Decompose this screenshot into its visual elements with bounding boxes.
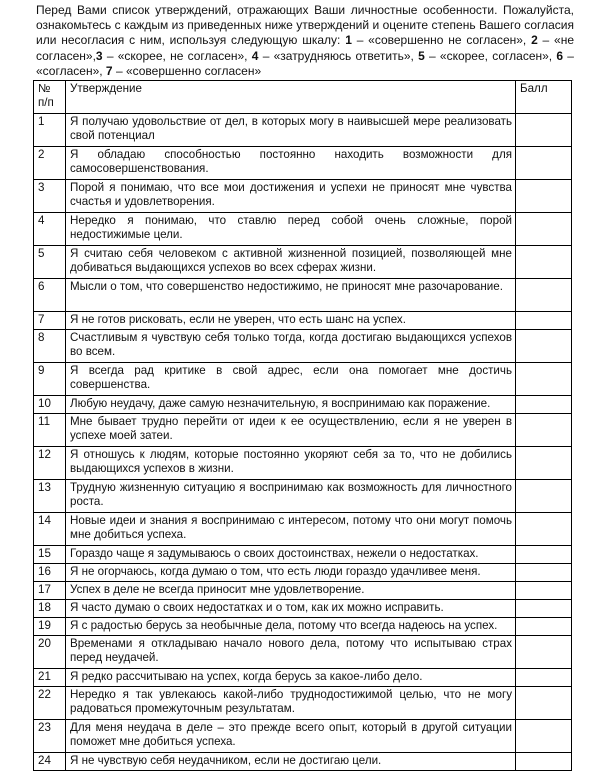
statement-text: Трудную жизненную ситуацию я воспринимаю как возможность для личностного роста. [66, 480, 516, 513]
scale-value: 1 [345, 33, 352, 48]
row-number: 20 [34, 636, 66, 669]
score-cell[interactable] [516, 363, 572, 396]
statement-text: Я не готов рисковать, если не уверен, что есть шанс на успех. [66, 312, 516, 330]
table-row [34, 720, 572, 753]
score-cell[interactable] [516, 114, 572, 147]
row-number: 14 [34, 513, 66, 546]
table-row [34, 753, 572, 771]
score-cell[interactable] [516, 618, 572, 636]
statement-text: Я отношусь к людям, которые постоянно укоряют себя за то, что не добились выдающихся успехов в жизни. [66, 447, 516, 480]
score-cell[interactable] [516, 636, 572, 669]
score-cell[interactable] [516, 513, 572, 546]
row-number: 2 [34, 147, 66, 180]
table-header-row [34, 81, 572, 114]
table-row [34, 564, 572, 582]
scale-value: 7 [105, 63, 113, 78]
statement-text: Успех в деле не всегда приносит мне удовлетворение. [66, 582, 516, 600]
table-row [34, 618, 572, 636]
instructions [36, 3, 574, 79]
score-cell[interactable] [516, 312, 572, 330]
statement-text: Я с радостью берусь за необычные дела, потому что всегда надеюсь на успех. [66, 618, 516, 636]
scale-label: – «согласен», [36, 48, 574, 78]
score-cell[interactable] [516, 213, 572, 246]
table-row [34, 180, 572, 213]
statement-text: Я обладаю способностью постоянно находить возможности для самосовершенствования. [66, 147, 516, 180]
scale-value: 5 [418, 48, 425, 63]
row-number: 21 [34, 669, 66, 687]
score-cell[interactable] [516, 564, 572, 582]
scale-value: 4 [251, 48, 259, 63]
score-cell[interactable] [516, 669, 572, 687]
statement-text: Мысли о том, что совершенство недостижимо, не приносят мне разочарование. [66, 279, 516, 312]
score-cell[interactable] [516, 279, 572, 312]
statement-text: Я считаю себя человеком с активной жизненной позицией, позволяющей мне добиваться выдающихся успехов во всех сферах жизни. [66, 246, 516, 279]
statement-text: Нередко я так увлекаюсь какой-либо труднодостижимой целью, что не могу радоваться промежуточным результатам. [66, 687, 516, 720]
statement-text: Я получаю удовольствие от дел, в которых могу в наивысшей мере реализовать свой потенциал [66, 114, 516, 147]
row-number: 1 [34, 114, 66, 147]
table-row [34, 687, 572, 720]
statement-text: Временами я откладываю начало нового дела, потому что испытываю страх перед неудачей. [66, 636, 516, 669]
row-number: 6 [34, 279, 66, 312]
row-number: 17 [34, 582, 66, 600]
scale-label: – «скорее, согласен», [424, 48, 557, 63]
row-number: 18 [34, 600, 66, 618]
statement-text: Гораздо чаще я задумываюсь о своих достоинствах, нежели о недостатках. [66, 546, 516, 564]
header-statement: Утверждение [66, 81, 516, 114]
table-row [34, 669, 572, 687]
scale-label: – «не согласен», [36, 33, 574, 63]
row-number: 8 [34, 330, 66, 363]
score-cell[interactable] [516, 753, 572, 771]
table-row [34, 513, 572, 546]
score-cell[interactable] [516, 600, 572, 618]
statement-text: Для меня неудача в деле – это прежде всего опыт, который в другой ситуации поможет мне добиться успеха. [66, 720, 516, 753]
statement-text: Порой я понимаю, что все мои достижения и успехи не приносят мне чувства счастья и удовлетворения. [66, 180, 516, 213]
row-number: 16 [34, 564, 66, 582]
score-cell[interactable] [516, 246, 572, 279]
scale-label: – «совершенно не согласен», [351, 33, 532, 48]
table-row [34, 363, 572, 396]
score-cell[interactable] [516, 330, 572, 363]
table-row [34, 147, 572, 180]
scale-label: – «затрудняюсь ответить», [258, 48, 419, 63]
statement-text: Я не чувствую себя неудачником, если не достигаю цели. [66, 753, 516, 771]
header-number: № п/п [34, 81, 66, 114]
score-cell[interactable] [516, 180, 572, 213]
row-number: 23 [34, 720, 66, 753]
score-cell[interactable] [516, 582, 572, 600]
statement-text: Новые идеи и знания я воспринимаю с интересом, потому что они могут помочь мне добиться успеха. [66, 513, 516, 546]
header-score: Балл [516, 81, 572, 114]
scale-value: 6 [556, 48, 564, 63]
row-number: 12 [34, 447, 66, 480]
instructions-text: Перед Вами список утверждений, отражающих Ваши личностные особенности. Пожалуйста, ознакомьтесь с каждым из приведенных ниже утверждений и оцените степень Вашего согласия или несогласия с ним, используя следующую шкалу: [36, 3, 574, 48]
row-number: 7 [34, 312, 66, 330]
row-number: 13 [34, 480, 66, 513]
row-number: 10 [34, 396, 66, 414]
table-row [34, 213, 572, 246]
scale-label: – «скорее, не согласен», [102, 48, 252, 63]
table-row [34, 396, 572, 414]
table-row [34, 246, 572, 279]
scale-value: 3 [95, 48, 103, 63]
score-cell[interactable] [516, 546, 572, 564]
statement-text: Я часто думаю о своих недостатках и о том, как их можно исправить. [66, 600, 516, 618]
scale-label: – «совершенно согласен» [112, 63, 262, 78]
row-number: 3 [34, 180, 66, 213]
statements-table [33, 80, 572, 771]
score-cell[interactable] [516, 447, 572, 480]
statement-text: Я всегда рад критике в свой адрес, если она помогает мне достичь совершенства. [66, 363, 516, 396]
table-row [34, 114, 572, 147]
score-cell[interactable] [516, 687, 572, 720]
row-number: 11 [34, 414, 66, 447]
score-cell[interactable] [516, 480, 572, 513]
score-cell[interactable] [516, 414, 572, 447]
table-row [34, 636, 572, 669]
table-row [34, 447, 572, 480]
statement-text: Я редко рассчитываю на успех, когда берусь за какое-либо дело. [66, 669, 516, 687]
row-number: 9 [34, 363, 66, 396]
row-number: 5 [34, 246, 66, 279]
table-row [34, 480, 572, 513]
row-number: 22 [34, 687, 66, 720]
statement-text: Любую неудачу, даже самую незначительную, я воспринимаю как поражение. [66, 396, 516, 414]
scale-value: 2 [531, 33, 538, 48]
table-row [34, 312, 572, 330]
table-row [34, 279, 572, 312]
score-cell[interactable] [516, 396, 572, 414]
table-row [34, 600, 572, 618]
statement-text: Я не огорчаюсь, когда думаю о том, что есть люди гораздо удачливее меня. [66, 564, 516, 582]
table-row [34, 582, 572, 600]
row-number: 24 [34, 753, 66, 771]
table-row [34, 546, 572, 564]
table-row [34, 414, 572, 447]
row-number: 15 [34, 546, 66, 564]
statement-text: Счастливым я чувствую себя только тогда, когда достигаю выдающихся успехов во всем. [66, 330, 516, 363]
row-number: 19 [34, 618, 66, 636]
statement-text: Нередко я понимаю, что ставлю перед собой очень сложные, порой недостижимые цели. [66, 213, 516, 246]
statement-text: Мне бывает трудно перейти от идеи к ее осуществлению, если я не уверен в успехе моей затеи. [66, 414, 516, 447]
score-cell[interactable] [516, 147, 572, 180]
table-row [34, 330, 572, 363]
row-number: 4 [34, 213, 66, 246]
score-cell[interactable] [516, 720, 572, 753]
